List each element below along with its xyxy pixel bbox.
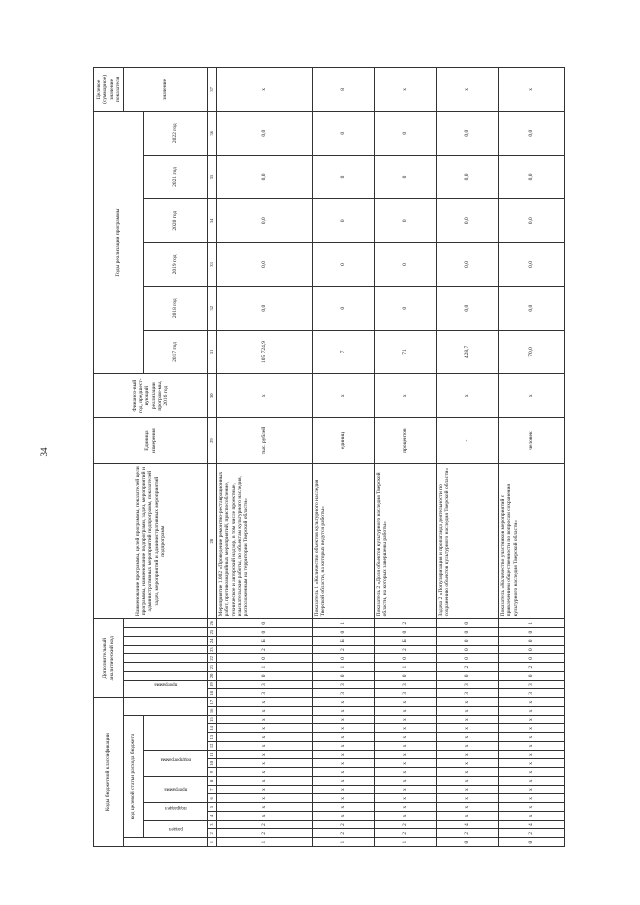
year-2018-cell: 0 xyxy=(375,286,437,330)
year-2022-cell: 0,0 xyxy=(437,111,499,155)
code-cell: х xyxy=(499,733,565,742)
code-cell: 3 xyxy=(217,680,313,689)
year-2021-cell: 0,0 xyxy=(217,155,313,199)
col-number: 7 xyxy=(208,785,217,794)
col-number: 8 xyxy=(208,777,217,786)
target-article-header: код целевой статьи расхода бюджета xyxy=(124,715,144,838)
code-cell: х xyxy=(217,707,313,716)
task-subprogram-header xyxy=(124,654,208,663)
code-cell: 0 xyxy=(437,645,499,654)
code-cell: 2 xyxy=(375,820,437,829)
code-cell: х xyxy=(499,794,565,803)
code-cell: 2 xyxy=(217,645,313,654)
code-cell: 1 xyxy=(313,663,375,672)
name-cell: Мероприятие 1.002 «Проведение ремонтно-реставрационных работ, противоаварийных мероприятий, приспособление, техническое и авторский надзор, в том числе проектные, изыскательские работы, по объектам культурного наследия, расположенным на территории Тверской области» xyxy=(217,464,313,619)
code-cell: х xyxy=(217,750,313,759)
unit-cell: человек xyxy=(499,418,565,464)
code-cell: х xyxy=(375,777,437,786)
code-cell: х xyxy=(499,785,565,794)
year-2018-header: 2018 год xyxy=(144,286,208,330)
target-value-cell: х xyxy=(217,68,313,112)
previous-year-cell: х xyxy=(313,374,375,418)
code-cell: 0 xyxy=(499,628,565,637)
name-header: Наименование программы, целей программы, показателей цели программы, наименование подпрограмм, задач, мероприятий и административных мероприятий подпрограмм, показателей задач, мероприятий и административных мероприятий подпрограмм xyxy=(94,464,208,619)
years-header: Годы реализации программы xyxy=(94,111,144,374)
additional-code-header: Дополнительный аналитический код xyxy=(94,619,124,698)
section-header: раздел xyxy=(144,820,208,838)
code-cell: х xyxy=(499,715,565,724)
previous-year-cell: х xyxy=(375,374,437,418)
col-number: 4 xyxy=(208,812,217,821)
code-cell: х xyxy=(313,698,375,707)
col-number: 13 xyxy=(208,733,217,742)
code-cell: 2 xyxy=(437,663,499,672)
code-cell: х xyxy=(437,794,499,803)
code-cell: х xyxy=(437,768,499,777)
code-cell: х xyxy=(375,724,437,733)
code-cell: 2 xyxy=(375,645,437,654)
code-cell: х xyxy=(217,812,313,821)
code-cell: 3 xyxy=(375,689,437,698)
name-cell: Показатель 1 «Количество объектов культурного наследия Тверской области, на которых ведутся работы» xyxy=(313,464,375,619)
target-header: Целевое (суммарное) значение показателя xyxy=(94,68,124,112)
unit-cell: процентов xyxy=(375,418,437,464)
col-number: 10 xyxy=(208,759,217,768)
code-cell: 3 xyxy=(499,689,565,698)
year-2022-cell: 0 xyxy=(313,111,375,155)
code-cell: 3 xyxy=(375,680,437,689)
code-cell: 3 xyxy=(313,680,375,689)
code-cell: х xyxy=(313,794,375,803)
unit-cell: - xyxy=(437,418,499,464)
col-number: 5 xyxy=(208,803,217,812)
year-2021-cell: 0,0 xyxy=(437,155,499,199)
code-cell: х xyxy=(375,750,437,759)
year-2019-cell: 0,0 xyxy=(217,243,313,287)
year-2021-cell: 0,0 xyxy=(499,155,565,199)
code-cell: Б xyxy=(313,636,375,645)
code-cell: х xyxy=(217,759,313,768)
col-number: 33 xyxy=(208,243,217,287)
code-cell: х xyxy=(375,785,437,794)
code-cell: х xyxy=(375,733,437,742)
col-number: 17 xyxy=(208,698,217,707)
code-cell: 0 xyxy=(217,628,313,637)
col-number: 18 xyxy=(208,689,217,698)
code-cell: х xyxy=(499,803,565,812)
col-number: 35 xyxy=(208,155,217,199)
code-cell: 0 xyxy=(313,671,375,680)
code-cell: х xyxy=(375,794,437,803)
col-number: 6 xyxy=(208,794,217,803)
unit-header: Единица измерения xyxy=(94,418,208,464)
code-cell: Б xyxy=(375,636,437,645)
code-cell: х xyxy=(499,768,565,777)
code-cell: х xyxy=(217,715,313,724)
code-cell: х xyxy=(499,707,565,716)
col-number: 12 xyxy=(208,742,217,751)
code-cell: 3 xyxy=(437,680,499,689)
code-cell: х xyxy=(499,812,565,821)
table-body xyxy=(217,68,565,847)
code-cell: 0 xyxy=(217,671,313,680)
code-cell: 0 xyxy=(499,645,565,654)
subprog-header xyxy=(124,671,208,680)
code-cell: х xyxy=(437,777,499,786)
code-cell: х xyxy=(437,742,499,751)
code-cell: 0 xyxy=(217,654,313,663)
empty-code-header xyxy=(144,715,208,750)
code-cell: х xyxy=(313,759,375,768)
code-cell: х xyxy=(313,812,375,821)
code-cell: х xyxy=(313,715,375,724)
col-number: 2 xyxy=(208,829,217,838)
code-cell: х xyxy=(437,759,499,768)
col-number: 24 xyxy=(208,636,217,645)
col-number: 36 xyxy=(208,111,217,155)
year-2019-cell: 0 xyxy=(313,243,375,287)
table-row xyxy=(499,68,565,847)
code-cell: х xyxy=(313,777,375,786)
code-cell: х xyxy=(313,750,375,759)
code-cell: х xyxy=(499,777,565,786)
code-cell: х xyxy=(499,750,565,759)
code-cell: 1 xyxy=(313,619,375,628)
target-value-header: значение xyxy=(124,68,208,112)
table-row xyxy=(313,68,375,847)
year-2019-cell: 0 xyxy=(375,243,437,287)
code-cell: х xyxy=(375,715,437,724)
year-2021-header: 2021 год xyxy=(144,155,208,199)
previous-year-cell: х xyxy=(499,374,565,418)
year-2019-cell: 0,0 xyxy=(499,243,565,287)
name-cell: Задача 2 «Популяризация и пропаганда деятельности по сохранению объектов культурного наследия Тверской области» xyxy=(437,464,499,619)
year-2017-cell: 70,0 xyxy=(499,330,565,374)
code-cell: х xyxy=(313,803,375,812)
rotated-table-container xyxy=(93,67,547,847)
code-cell: х xyxy=(437,785,499,794)
code-cell: х xyxy=(313,724,375,733)
expense-direction-header xyxy=(124,698,208,716)
code-cell: х xyxy=(499,742,565,751)
year-2022-cell: 0,0 xyxy=(499,111,565,155)
code-cell: х xyxy=(375,698,437,707)
task-program-header xyxy=(124,663,208,672)
code-cell: х xyxy=(217,768,313,777)
col-number: 23 xyxy=(208,645,217,654)
col-number: 3 xyxy=(208,820,217,829)
code-cell: 2 xyxy=(313,820,375,829)
code-cell: 4 xyxy=(437,820,499,829)
col-number: 11 xyxy=(208,750,217,759)
code-cell: 1 xyxy=(217,838,313,847)
year-2017-cell: 105 724,9 xyxy=(217,330,313,374)
col-number: 29 xyxy=(208,418,217,464)
code-cell: х xyxy=(217,794,313,803)
code-cell: х xyxy=(499,759,565,768)
year-2020-header: 2020 год xyxy=(144,199,208,243)
code-cell: 0 xyxy=(499,636,565,645)
table-row xyxy=(375,68,437,847)
year-2022-header: 2022 год xyxy=(144,111,208,155)
code-cell: 0 xyxy=(313,628,375,637)
code-cell: х xyxy=(437,733,499,742)
page-number: 34 xyxy=(39,447,49,457)
previous-year-cell: х xyxy=(437,374,499,418)
code-cell: 2 xyxy=(499,829,565,838)
name-cell: Показатель 2 «Доля объектов культурного наследия Тверской области, на которых завершены работы» xyxy=(375,464,437,619)
previous-year-header: Финансо-вый год, предшест-вующий реализации програм-мы, 2016 год xyxy=(94,374,208,418)
code-cell: 0 xyxy=(375,671,437,680)
code-cell: х xyxy=(499,724,565,733)
code-cell: х xyxy=(313,785,375,794)
col-number: 34 xyxy=(208,199,217,243)
year-2021-cell: 0 xyxy=(375,155,437,199)
code-cell: 2 xyxy=(217,829,313,838)
col-number: 20 xyxy=(208,671,217,680)
code-cell: х xyxy=(375,707,437,716)
code-cell: 0 xyxy=(375,654,437,663)
unit-cell: единиц xyxy=(313,418,375,464)
col-number: 22 xyxy=(208,654,217,663)
code-cell: 0 xyxy=(499,671,565,680)
col-number: 9 xyxy=(208,768,217,777)
code-cell: 3 xyxy=(313,689,375,698)
code-cell: 0 xyxy=(217,619,313,628)
code-cell: х xyxy=(437,698,499,707)
code-cell: х xyxy=(217,777,313,786)
code-cell: х xyxy=(217,724,313,733)
year-2020-cell: 0 xyxy=(375,199,437,243)
col-number: 25 xyxy=(208,628,217,637)
budget-codes-header: Коды бюджетной классификации xyxy=(94,698,124,847)
code-cell: 1 xyxy=(313,838,375,847)
col-number: 21 xyxy=(208,663,217,672)
name-cell: Показатель «Количество участников мероприятий с привлечением общественности по вопросам сохранения культурного наследия Тверской области» xyxy=(499,464,565,619)
target-value-cell: 8 xyxy=(313,68,375,112)
year-2020-cell: 0 xyxy=(313,199,375,243)
code-cell: 2 xyxy=(313,829,375,838)
code-cell: 0 xyxy=(437,636,499,645)
col-number: 31 xyxy=(208,330,217,374)
year-2018-cell: 0,0 xyxy=(437,286,499,330)
col-number: 16 xyxy=(208,707,217,716)
col-number: 15 xyxy=(208,715,217,724)
code-cell: 3 xyxy=(437,689,499,698)
program-code-header: программа xyxy=(144,777,208,803)
year-2018-cell: 0,0 xyxy=(217,286,313,330)
code-cell: 1 xyxy=(375,663,437,672)
measure-admin-header xyxy=(124,645,208,654)
column-number-row xyxy=(208,68,217,847)
year-2017-cell: 428,7 xyxy=(437,330,499,374)
code-cell: 0 xyxy=(437,619,499,628)
year-2020-cell: 0,0 xyxy=(437,199,499,243)
admin-code-header xyxy=(124,838,208,847)
analytic-feature-header xyxy=(124,628,208,637)
col-number: 28 xyxy=(208,464,217,619)
code-cell: 3 xyxy=(217,689,313,698)
year-2020-cell: 0,0 xyxy=(217,199,313,243)
year-2019-header: 2019 год xyxy=(144,243,208,287)
year-2022-cell: 0,0 xyxy=(217,111,313,155)
subprogram-code-header: подпрограмма xyxy=(144,750,208,776)
code-cell: 1 xyxy=(375,838,437,847)
code-cell: х xyxy=(217,803,313,812)
year-2018-cell: 0 xyxy=(313,286,375,330)
code-cell: 2 xyxy=(375,619,437,628)
previous-year-cell: х xyxy=(217,374,313,418)
code-cell: 0 xyxy=(499,838,565,847)
indicator-number-header xyxy=(124,619,208,628)
year-2017-cell: 71 xyxy=(375,330,437,374)
col-number: 32 xyxy=(208,286,217,330)
code-cell: х xyxy=(375,742,437,751)
table-row xyxy=(217,68,313,847)
col-number: 1 xyxy=(208,838,217,847)
prog-header: программа xyxy=(124,680,208,698)
code-cell: х xyxy=(313,768,375,777)
code-cell: 1 xyxy=(217,663,313,672)
measure-header xyxy=(124,636,208,645)
code-cell: 2 xyxy=(375,829,437,838)
code-cell: х xyxy=(217,733,313,742)
year-2017-header: 2017 год xyxy=(144,330,208,374)
year-2017-cell: 7 xyxy=(313,330,375,374)
code-cell: х xyxy=(437,750,499,759)
code-cell: х xyxy=(437,715,499,724)
code-cell: х xyxy=(217,785,313,794)
code-cell: 0 xyxy=(499,654,565,663)
code-cell: х xyxy=(375,768,437,777)
year-2021-cell: 0 xyxy=(313,155,375,199)
code-cell: х xyxy=(313,742,375,751)
code-cell: х xyxy=(437,724,499,733)
code-cell: 2 xyxy=(437,829,499,838)
code-cell: х xyxy=(499,698,565,707)
code-cell: 3 xyxy=(499,680,565,689)
code-cell: 1 xyxy=(499,619,565,628)
code-cell: 0 xyxy=(437,838,499,847)
subsection-header: подраздел xyxy=(144,803,208,821)
col-number: 30 xyxy=(208,374,217,418)
code-cell: х xyxy=(375,812,437,821)
code-cell: х xyxy=(437,803,499,812)
col-number: 26 xyxy=(208,619,217,628)
unit-cell: тыс. рублей xyxy=(217,418,313,464)
code-cell: 2 xyxy=(499,663,565,672)
code-cell: 4 xyxy=(499,820,565,829)
year-2019-cell: 0,0 xyxy=(437,243,499,287)
year-2018-cell: 0,0 xyxy=(499,286,565,330)
code-cell: х xyxy=(217,742,313,751)
code-cell: 0 xyxy=(437,628,499,637)
col-number: 14 xyxy=(208,724,217,733)
code-cell: Б xyxy=(217,636,313,645)
year-2020-cell: 0,0 xyxy=(499,199,565,243)
code-cell: х xyxy=(437,707,499,716)
target-value-cell: х xyxy=(437,68,499,112)
code-cell: х xyxy=(375,803,437,812)
target-value-cell: х xyxy=(375,68,437,112)
code-cell: х xyxy=(217,698,313,707)
code-cell: 0 xyxy=(375,628,437,637)
col-number: 19 xyxy=(208,680,217,689)
code-cell: х xyxy=(375,759,437,768)
year-2022-cell: 0 xyxy=(375,111,437,155)
table-row xyxy=(437,68,499,847)
target-value-cell: х xyxy=(499,68,565,112)
code-cell: 0 xyxy=(437,671,499,680)
col-number: 37 xyxy=(208,68,217,112)
program-table xyxy=(93,67,565,847)
code-cell: 0 xyxy=(313,654,375,663)
code-cell: х xyxy=(313,733,375,742)
code-cell: х xyxy=(437,812,499,821)
code-cell: 2 xyxy=(217,820,313,829)
code-cell: 0 xyxy=(437,654,499,663)
code-cell: х xyxy=(313,707,375,716)
code-cell: 2 xyxy=(313,645,375,654)
